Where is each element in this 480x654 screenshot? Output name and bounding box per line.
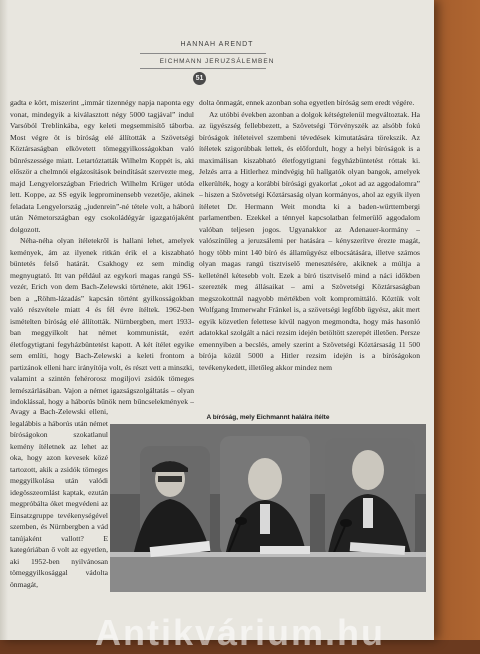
watermark-logo: Antikvárium.hu bbox=[94, 612, 386, 653]
page-gutter bbox=[0, 0, 8, 640]
paragraph: Avagy a Bach-Zelewski elleni, legalábbis a háborús után német bíróságokon szokatlanul kemény ítéletnek az lehet az oka, hogy azon kevesek közé tartozott, akik a zsidók tömeges meggyilkolása után valódi idegösszeomlást kaptak, ezután megpróbálta óket megvédeni az Einsatzgruppe tevékenységével szemben, és Nürnbergben a vád tanújaként vallott? E kategóriában ő volt az egyetlen, aki 1952-ben nyilvánosan tömeggyilkosággal vádolta önmagát, bbox=[10, 407, 108, 589]
header-rule-bottom bbox=[140, 68, 266, 69]
paragraph: Néha-néha olyan ítéletekről is hallani lehet, amelyek kemények, ám az ilyenek ritkán érik el a kiszabható büntetés felső határát. Csakhogy ez sem mindig megnyugtató. Itt van például az egykori magas rangú SS-vezér, Erich von dem Bach-Zelewski története, akit 1961-ben a „Röhm-lázadás” kapcsán történt gyilkosságokban való részvétele miatt 4 és fél évre ítéltek. 1962-ben ismételten bíróság elé állították. Nürnbergben, mert 1933-ban meggyilkolt hat német kommunistát, ezért életfogytigtani fegyházbüntetést kapott. A két ítélet egyike sem említi, hogy Bach-Zelewski a keleti frontom a partizánok elleni harc irányítója volt, és részt vett a minszki, valamint a szintén fehérorosz mogiljovi zsidók tömeges lemészárlásában. Vajon a német igazságszolgáltatás – olyan indoklással, hogy a háborús bűnök nem bűncselekmények – bbox=[10, 236, 194, 406]
paragraph: Az utóbbi években azonban a dolgok kétségtelenül megváltoztak. Ha az ügyészség fellebbezett, a Szövetségi Törvényszék az alsóbb fokú bíróságok ítéleteivel szembeni tévedések kimutatására törekszik. Az ítéletek szigorúbbak lettek, és előfordult, hogy a helyi bíróságok is a maximálisan kiszabható életfogytigtani fegyházbüntetést róttak ki. Jelzés arra a Hitlerhez mindvégig hű hallgatók olyan bangok, amelyek elkerülték, hogy a korábbi bírósági gyakorlat „okot ad az aggodalomra” – hiszen a Szövetségi Köztársaság olyan kormányos, ahol az egyik ilyen ítéletet Dr. Hermann Weit mondta ki a baden-württembergi parlamentben. Ezekkel a ténnyel kapcsolatban felmerülő aggodalom valóban teljesen jogos. Ugyanakkor az Adenauer-kormány – valószínűleg a jeruzsálemi per hatására – kényszerítve érezte magát, hogy több mint 140 bíró és államügyész elbocsátására, illetve számos olyan magas rangú tisztviselő menesztésére, akiknek a múltja a kelleténél kétesebb volt. Ezek a bíró tisztviselő mind a náci időkben szerezték meg állásaikat – ami a Szövetségi Köztársaságban megszokottnál nagyobb mértékben volt kompromittáló. Köztük volt Wolfgang Immerwahr Fränkel is, a szövetségi legfőbb ügyész, akit mert egyik közvetlen felettese kívül nagyon megmondta, hogy más hasonló adatokkal szolgált a náci rezsim idején betöltött szerepét illetően. Persze emennyiben a becslés, amely szerint a Szövetségi Köztársaság 11 500 bírója közül 5000 a Hitler rezsim idején is a bíróságokon tevékenykedett, illetőleg akkor mindez nem bbox=[199, 109, 420, 372]
running-title: HANNAH ARENDT bbox=[180, 41, 254, 48]
running-subtitle: EICHMANN JERUZSÁLEMBEN bbox=[159, 58, 275, 65]
text-column-right bbox=[199, 97, 420, 415]
courtroom-photo bbox=[110, 424, 426, 592]
paragraph: gadta e kört, miszerint „immár tizennégy napja naponta egy vonat, mindegyik a kiválasztott négy 5000 tagjával” indul Varsóból Treblinkába, egy keleti megsemmisítő táborba. Most végre öt is bíróság elé állították a Szövetségi Köztársaságban elkövetett tömeggyilkosságokban való bűnrészessége miatt. Letartóztatták Wilhelm Koppét is, aki először a chelmnói elgázosítások beindítását szervezte meg, majd Lengyelországban Friedrich Wilhelm Krüger utóda lett. Koppe, az SS egyik legprominensebb vezetője, akinek feladata Lengyelország „judenrein”-né tétele volt, a háború után Németországban egy csokoládégyár igazgatójaként dolgozott. bbox=[10, 98, 194, 234]
text-column-left bbox=[10, 97, 194, 406]
paragraph: dolta önmagát, ennek azonban soha egyetlen bíróság sem eredt végére. bbox=[199, 98, 415, 107]
judges-photo-illustration bbox=[110, 424, 426, 592]
text-column-left-narrow bbox=[10, 406, 108, 610]
page-number-badge: 51 bbox=[193, 72, 206, 85]
photo-caption: A bíróság, mely Eichmannt halálra ítélte bbox=[206, 414, 330, 421]
header-rule-top bbox=[140, 53, 266, 54]
